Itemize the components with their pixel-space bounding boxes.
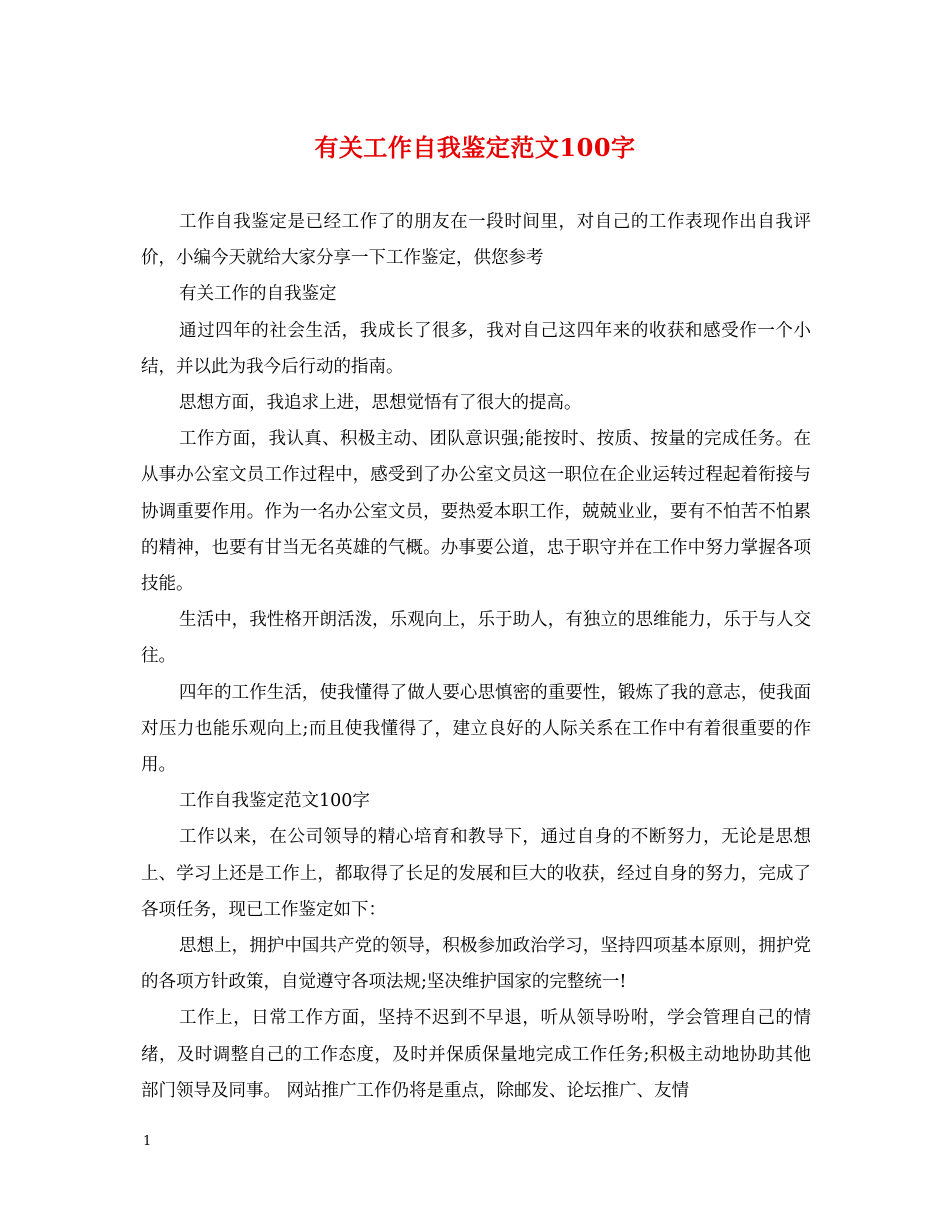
section-heading-2: 工作自我鉴定范文100字: [179, 791, 370, 812]
paragraph: 思想方面，我追求上进，思想觉悟有了很大的提高。: [179, 393, 582, 414]
document-title: 有关工作自我鉴定范文100字: [314, 133, 636, 162]
paragraph: 工作上，日常工作方面，坚持不迟到不早退，听从领导吩咐，学会管理自己的情绪，及时调整自己的工作态度，及时并保质保量地完成工作任务;积极主动地协助其他部门领导及同事。 网站推广工作仍将是重点，除邮发、论坛推广、友情: [141, 1008, 811, 1101]
paragraph: 生活中，我性格开朗活泼，乐观向上，乐于助人，有独立的思维能力，乐于与人交往。: [141, 610, 811, 667]
paragraph: 工作以来，在公司领导的精心培育和教导下，通过自身的不断努力，无论是思想上、学习上还是工作上，都取得了长足的发展和巨大的收获，经过自身的努力，完成了各项任务，现已工作鉴定如下：: [141, 827, 811, 920]
document-body: [141, 204, 811, 1109]
paragraph: 工作方面，我认真、积极主动、团队意识强;能按时、按质、按量的完成任务。在从事办公室文员工作过程中，感受到了办公室文员这一职位在企业运转过程起着衔接与协调重要作用。作为一名办公室文员，要热爱本职工作，兢兢业业，要有不怕苦不怕累的精神，也要有甘当无名英雄的气概。办事要公道，忠于职守并在工作中努力掌握各项技能。: [141, 429, 811, 595]
page-number: 1: [143, 1134, 152, 1149]
paragraph-intro: 工作自我鉴定是已经工作了的朋友在一段时间里，对自己的工作表现作出自我评价，小编今天就给大家分享一下工作鉴定，供您参考: [141, 212, 811, 269]
paragraph: 思想上，拥护中国共产党的领导，积极参加政治学习，坚持四项基本原则，拥护党的各项方针政策，自觉遵守各项法规;坚决维护国家的完整统一!: [141, 936, 811, 993]
paragraph: 四年的工作生活，使我懂得了做人要心思慎密的重要性，锻炼了我的意志，使我面对压力也能乐观向上;而且使我懂得了，建立良好的人际关系在工作中有着很重要的作用。: [141, 682, 811, 776]
section-heading-1: 有关工作的自我鉴定: [179, 284, 337, 305]
paragraph: 通过四年的社会生活，我成长了很多，我对自己这四年来的收获和感受作一个小结，并以此为我今后行动的指南。: [141, 320, 811, 377]
